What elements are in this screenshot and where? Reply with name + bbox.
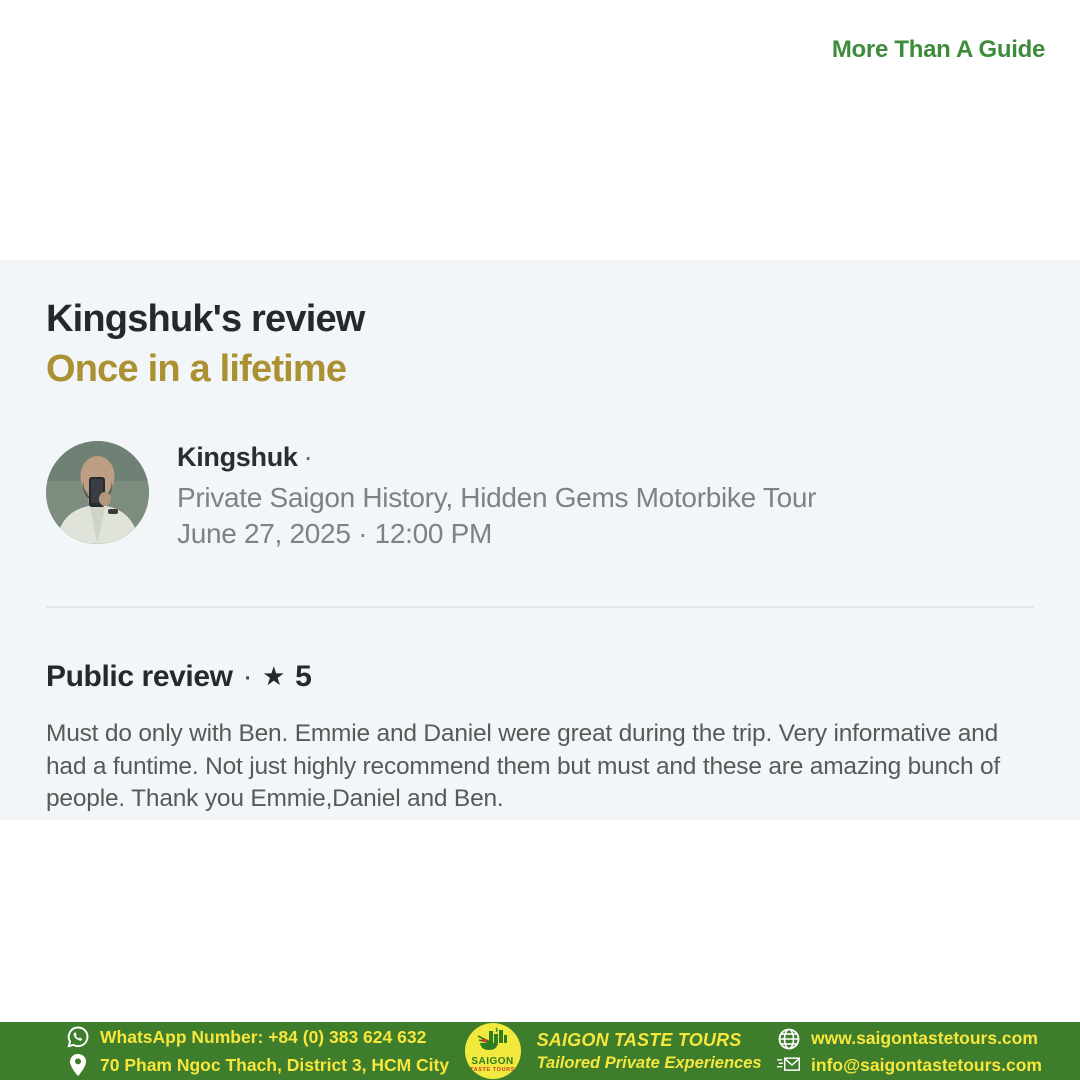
location-pin-icon [66,1053,90,1077]
address-text: 70 Pham Ngoc Thach, District 3, HCM City [100,1054,450,1075]
review-body-text: Must do only with Ben. Emmie and Daniel were great during the trip. Very informative and had a funtime. Not just highly recommend them but must and these are amazing bunch of people. Thank you Emmie,Daniel and Ben. [46,720,1001,812]
whatsapp-icon [66,1025,90,1049]
avatar-illustration [46,441,149,544]
brand-block [465,1023,762,1079]
public-review-label: Public review [46,660,233,693]
email-row[interactable] [777,1055,1042,1076]
brand-logo-glyph [476,1027,510,1053]
email-address: info@saigontastetours.com [811,1054,1042,1075]
footer-bar [0,1022,1080,1080]
brand-name: SAIGON TASTE TOURS [536,1029,742,1050]
footer-contact-left [66,1025,449,1077]
email-send-icon [777,1055,801,1075]
heading-separator: · [242,660,253,693]
website-row[interactable] [777,1027,1042,1051]
whatsapp-number: WhatsApp Number: +84 (0) 383 624 632 [100,1026,427,1047]
website-url: www.saigontastetours.com [811,1028,1038,1048]
globe-icon [777,1027,801,1051]
footer-contact-right [777,1027,1042,1076]
header-tagline: More Than A Guide [831,36,1045,63]
whatsapp-row[interactable] [66,1025,449,1049]
reviewer-name-dot: · [303,442,313,472]
rating-value: 5 [295,660,312,693]
brand-logo-text: SAIGON [471,1055,514,1067]
brand-logo [465,1023,521,1079]
address-row[interactable] [66,1053,449,1077]
reviewer-tour: Private Saigon History, Hidden Gems Motorbike Tour [177,482,817,513]
reviewer-avatar [46,441,149,544]
brand-tagline: Tailored Private Experiences [536,1053,762,1072]
reviewer-name-text: Kingshuk [177,442,298,472]
divider [46,606,1034,608]
public-review-heading [46,660,1034,694]
review-title: Kingshuk's review [46,298,365,340]
review-card [0,260,1080,820]
review-subtitle: Once in a lifetime [46,347,347,390]
brand-text [537,1030,762,1073]
reviewer-name [177,442,816,473]
star-icon: ★ [262,660,286,691]
reviewer-info [177,441,816,550]
brand-logo-subtext: TASTE TOURS [470,1066,516,1073]
reviewer-datetime: June 27, 2025 · 12:00 PM [177,518,493,549]
reviewer-row [46,441,1034,550]
